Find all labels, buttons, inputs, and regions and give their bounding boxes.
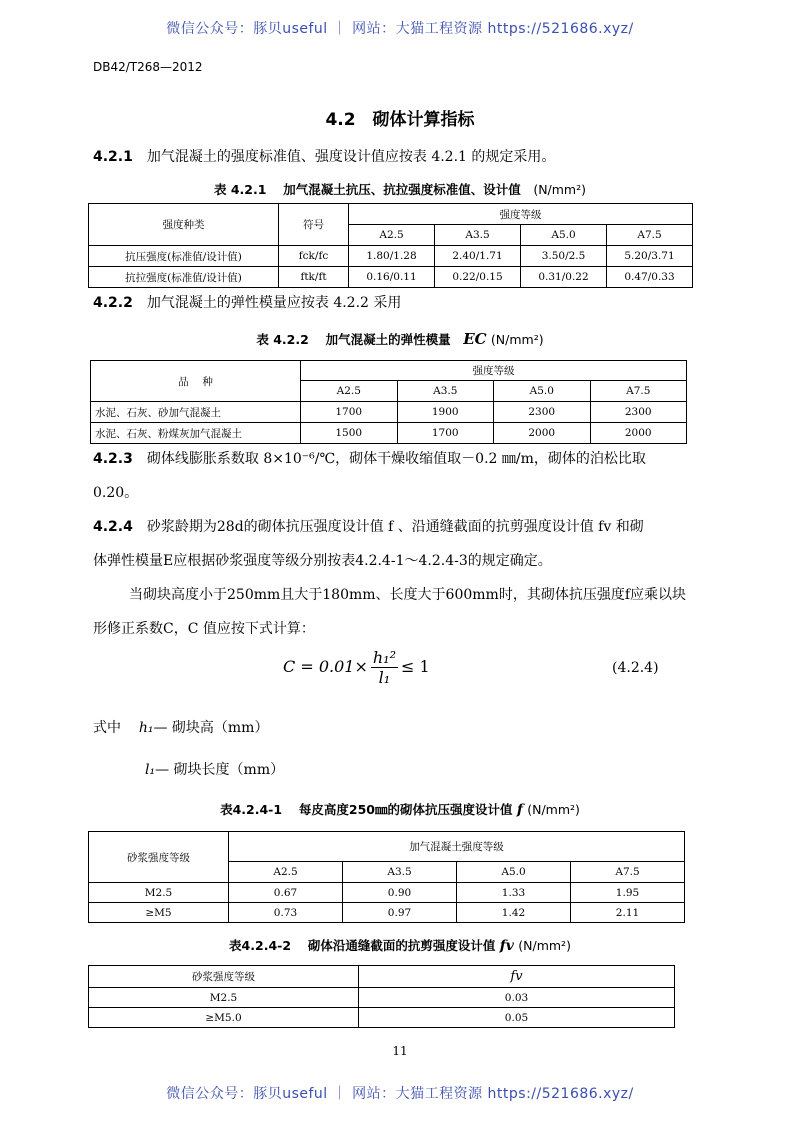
caption-unit: (N/mm²) [527, 802, 580, 817]
clause-text: 砂浆龄期为28d的砌体抗压强度设计值 f 、沿通缝截面的抗剪强度设计值 fv 和砌 [146, 519, 644, 535]
formula-number: (4.2.4) [612, 660, 659, 676]
table-4-2-4-2-caption [0, 936, 800, 954]
value-cell: 0.47/0.33 [607, 267, 693, 288]
value-cell: 1700 [301, 402, 398, 423]
table-4-2-4-1 [88, 831, 685, 923]
formula-rhs: ≤ 1 [401, 657, 430, 676]
grade-cell: A2.5 [349, 225, 435, 246]
caption-text: 表 4.2.2 加气混凝土的弹性模量 [256, 332, 451, 347]
clause-4-2-3-line1 [93, 448, 646, 470]
value-cell: 2000 [494, 423, 591, 444]
clause-text: 加气混凝土的强度标准值、强度设计值应按表 4.2.1 的规定采用。 [146, 149, 556, 165]
value-cell: 1.33 [457, 883, 571, 903]
header-symbol: 符号 [279, 204, 349, 246]
section-title: 4.2 砌体计算指标 [325, 110, 475, 130]
value-cell: 0.73 [229, 903, 343, 923]
clause-4-2-4-line3: 当砌块高度小于250mm且大于180mm、长度大于600mm时，其砌体抗压强度f应乘以块 [129, 587, 686, 603]
table-4-2-1 [88, 203, 693, 288]
value-cell: 2300 [590, 402, 687, 423]
row-name: M2.5 [89, 883, 229, 903]
row-name: 抗拉强度(标准值/设计值) [89, 267, 279, 288]
clause-number: 4.2.3 [93, 451, 133, 467]
grade-cell: A3.5 [397, 381, 494, 402]
clause-4-2-1 [93, 146, 555, 168]
formula-lhs: C = 0.01× [283, 657, 368, 676]
table-4-2-4-2 [88, 965, 675, 1028]
value-cell: 1500 [301, 423, 398, 444]
row-name: ≥M5 [89, 903, 229, 923]
header-kind: 品 种 [91, 361, 301, 402]
clause-text: 加气混凝土的弹性模量应按表 4.2.2 采用 [146, 295, 402, 311]
where-h-symbol: h₁ [138, 720, 154, 736]
clause-number: 4.2.4 [93, 519, 133, 535]
where-l-symbol: l₁ [145, 762, 156, 778]
grade-cell: A2.5 [301, 381, 398, 402]
formula-numerator: h₁² [372, 648, 396, 667]
value-cell: 0.31/0.22 [521, 267, 607, 288]
table-row [89, 1008, 675, 1028]
table-row [89, 903, 685, 923]
value-cell: 0.90 [343, 883, 457, 903]
value-cell: 1.95 [571, 883, 685, 903]
row-symbol: fck/fc [279, 246, 349, 267]
row-name: M2.5 [89, 988, 359, 1008]
table-row [89, 267, 693, 288]
grade-cell: A5.0 [494, 381, 591, 402]
value-cell: 0.97 [343, 903, 457, 923]
formula-denominator: l₁ [378, 668, 391, 687]
header-grade: 强度等级 [349, 204, 693, 225]
where-h-text: — 砌块高（mm） [153, 720, 269, 736]
clause-4-2-4-line4: 形修正系数C，C 值应按下式计算： [93, 621, 315, 637]
grade-cell: A2.5 [229, 862, 343, 883]
table-row [91, 402, 687, 423]
value-cell: 2300 [494, 402, 591, 423]
row-name: 水泥、石灰、粉煤灰加气混凝土 [91, 423, 301, 444]
value-cell: 0.05 [359, 1008, 675, 1028]
header-symbol: fv [359, 966, 675, 988]
table-4-2-4-1-caption [0, 800, 800, 818]
value-cell: 0.16/0.11 [349, 267, 435, 288]
grade-cell: A5.0 [521, 225, 607, 246]
value-cell: 0.03 [359, 988, 675, 1008]
value-cell: 3.50/2.5 [521, 246, 607, 267]
where-h [93, 717, 268, 737]
header-mortar: 砂浆强度等级 [89, 966, 359, 988]
grade-cell: A7.5 [590, 381, 687, 402]
caption-unit: (N/mm²) [518, 938, 571, 953]
clause-number: 4.2.1 [93, 149, 133, 165]
page-number: 11 [392, 1044, 408, 1058]
grade-cell: A7.5 [571, 862, 685, 883]
value-cell: 5.20/3.71 [607, 246, 693, 267]
clause-4-2-2 [93, 292, 401, 314]
clause-4-2-3-line2: 0.20。 [93, 485, 139, 501]
value-cell: 0.22/0.15 [435, 267, 521, 288]
table-row [91, 423, 687, 444]
clause-4-2-4-line1 [93, 516, 644, 538]
clause-4-2-4-line2: 体弹性模量E应根据砂浆强度等级分别按表4.2.4-1～4.2.4-3的规定确定。 [93, 553, 552, 569]
where-l-text: — 砌块长度（mm） [155, 762, 285, 778]
formula-4-2-4 [283, 648, 430, 687]
clause-text: 砌体线膨胀系数取 8×10⁻⁶/℃，砌体干燥收缩值取－0.2 ㎜/m，砌体的泊松比取 [146, 451, 646, 467]
table-4-2-2-caption [0, 330, 800, 348]
row-name: 水泥、石灰、砂加气混凝土 [91, 402, 301, 423]
header-kind: 强度种类 [89, 204, 279, 246]
where-label: 式中 [93, 720, 121, 736]
caption-symbol: EC [463, 330, 487, 348]
table-row [89, 246, 693, 267]
table-row [89, 988, 675, 1008]
grade-cell: A5.0 [457, 862, 571, 883]
value-cell: 0.67 [229, 883, 343, 903]
table-4-2-2 [90, 360, 687, 444]
caption-unit: (N/mm²) [533, 182, 586, 197]
where-l [145, 759, 284, 779]
caption-text: 表 4.2.1 加气混凝土抗压、抗拉强度标准值、设计值 [214, 182, 521, 197]
caption-symbol: f [516, 802, 523, 818]
value-cell: 1.42 [457, 903, 571, 923]
grade-cell: A3.5 [343, 862, 457, 883]
header-grade: 强度等级 [301, 361, 687, 381]
clause-number: 4.2.2 [93, 295, 133, 311]
value-cell: 2.40/1.71 [435, 246, 521, 267]
value-cell: 1900 [397, 402, 494, 423]
header-grade: 加气混凝土强度等级 [229, 832, 685, 862]
grade-cell: A3.5 [435, 225, 521, 246]
table-row [89, 883, 685, 903]
row-name: 抗压强度(标准值/设计值) [89, 246, 279, 267]
watermark-bottom: 微信公众号：豚贝useful ｜ 网站：大猫工程资源 https://521686.xyz/ [166, 1086, 634, 1102]
row-symbol: ftk/ft [279, 267, 349, 288]
value-cell: 2000 [590, 423, 687, 444]
value-cell: 2.11 [571, 903, 685, 923]
caption-text: 表4.2.4-1 每皮高度250㎜的砌体抗压强度设计值 [220, 802, 513, 817]
watermark-top: 微信公众号：豚贝useful ｜ 网站：大猫工程资源 https://521686.xyz/ [166, 21, 634, 37]
value-cell: 1700 [397, 423, 494, 444]
row-name: ≥M5.0 [89, 1008, 359, 1028]
standard-code: DB42/T268—2012 [93, 60, 203, 74]
value-cell: 1.80/1.28 [349, 246, 435, 267]
caption-text: 表4.2.4-2 砌体沿通缝截面的抗剪强度设计值 [229, 938, 496, 953]
table-4-2-1-caption [0, 180, 800, 198]
grade-cell: A7.5 [607, 225, 693, 246]
header-mortar: 砂浆强度等级 [89, 832, 229, 883]
caption-symbol: fv [499, 938, 514, 954]
caption-unit: (N/mm²) [490, 332, 544, 347]
formula-fraction [371, 648, 398, 687]
